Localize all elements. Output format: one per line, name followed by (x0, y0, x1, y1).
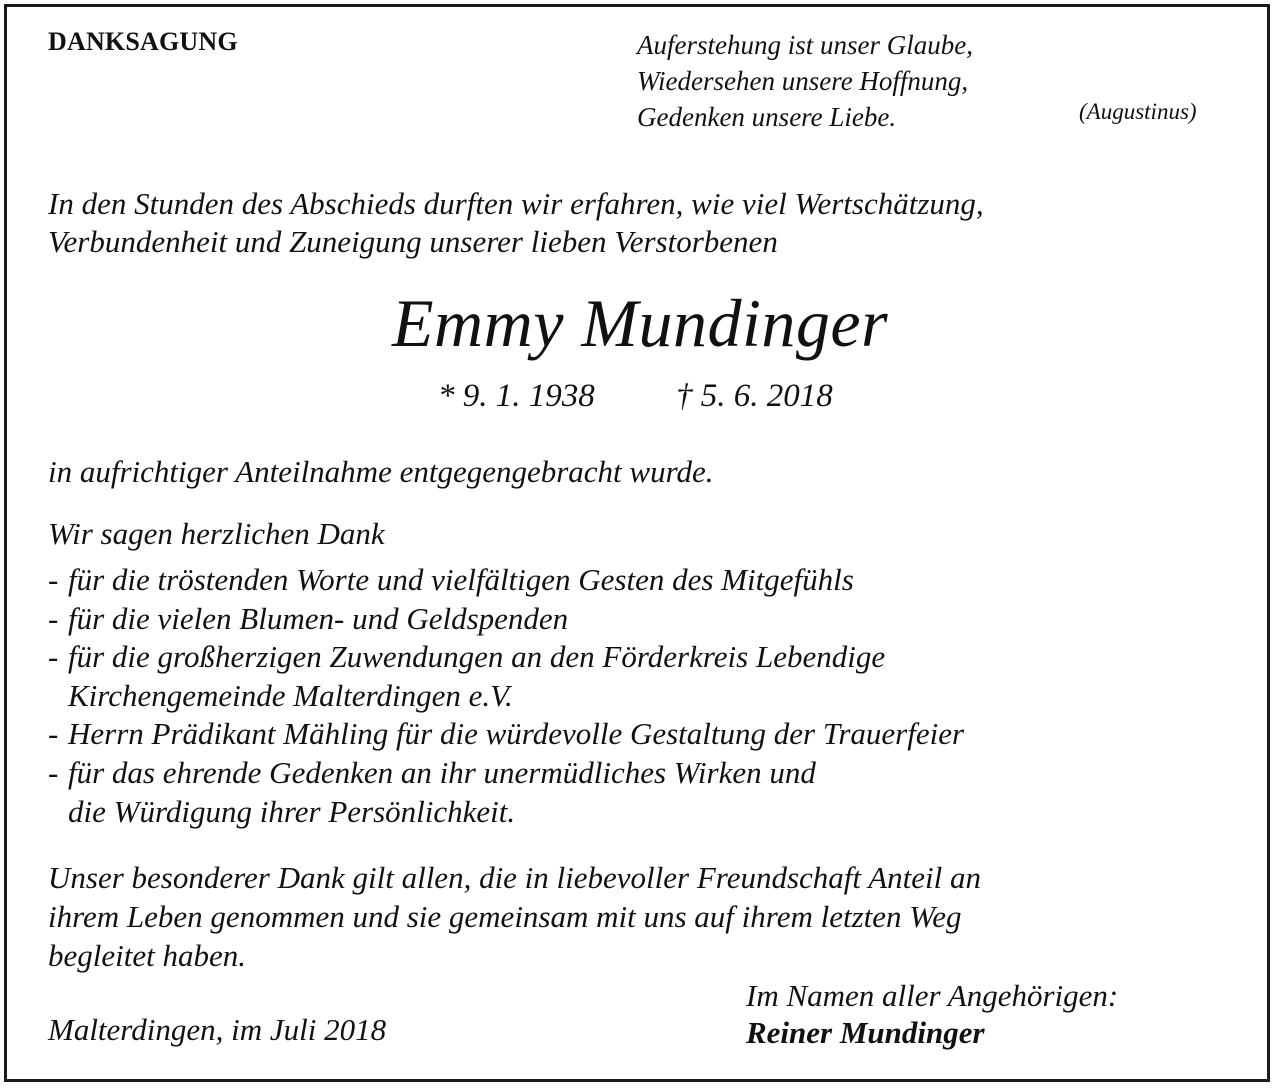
quote (637, 27, 973, 135)
list-item (48, 561, 964, 600)
quote-line: Wiedersehen unsere Hoffnung, (637, 66, 969, 96)
deceased-name: Emmy Mundinger (391, 285, 889, 361)
intro-line: In den Stunden des Abschieds durften wir erfahren, wie viel Wertschätzung, (48, 186, 984, 221)
closing-line: begleitet haben. (48, 938, 246, 973)
list-item (48, 600, 964, 639)
list-item (48, 638, 964, 715)
intro-line: Verbundenheit und Zuneigung unserer lieben Verstorbenen (48, 224, 778, 259)
closing-paragraph (48, 858, 981, 975)
followup-text: in aufrichtiger Anteilnahme entgegengebracht wurde. (48, 454, 714, 489)
list-marker: - (48, 754, 59, 790)
death-date: † 5. 6. 2018 (676, 378, 833, 414)
thanks-list (48, 561, 964, 831)
list-item-text: für die großherzigen Zuwendungen an den Förderkreis Lebendige Kirchengemeinde Malterdingen e.V. (68, 639, 886, 713)
list-item (48, 715, 964, 754)
signoff: Im Namen aller Angehörigen: (746, 978, 1119, 1013)
signer-name: Reiner Mundinger (746, 1015, 985, 1050)
list-marker: - (48, 600, 59, 636)
list-item-text: für die tröstenden Worte und vielfältigen Gesten des Mitgefühls (68, 562, 854, 597)
quote-line: Gedenken unsere Liebe. (637, 102, 897, 132)
list-item-text: Herrn Prädikant Mähling für die würdevolle Gestaltung der Trauerfeier (68, 716, 965, 752)
list-item-text: für das ehrende Gedenken an ihr unermüdliches Wirken und die Würdigung ihrer Persönlichkeit. (68, 754, 816, 829)
closing-line: Unser besonderer Dank gilt allen, die in liebevoller Freundschaft Anteil an (48, 860, 981, 895)
closing-line: ihrem Leben genommen und sie gemeinsam mit uns auf ihrem letzten Weg (48, 899, 962, 934)
birth-date: * 9. 1. 1938 (438, 378, 595, 414)
quote-line: Auferstehung ist unser Glaube, (637, 30, 973, 60)
quote-author: (Augustinus) (1079, 99, 1197, 124)
list-marker: - (48, 562, 59, 597)
notice-heading: DANKSAGUNG (48, 27, 238, 56)
list-marker: - (48, 716, 59, 752)
list-marker: - (48, 639, 59, 675)
place-date: Malterdingen, im Juli 2018 (48, 1012, 387, 1047)
thanks-intro: Wir sagen herzlichen Dank (48, 516, 385, 551)
intro-paragraph (48, 185, 984, 261)
list-item-text: für die vielen Blumen- und Geldspenden (68, 600, 569, 636)
list-item (48, 754, 964, 831)
